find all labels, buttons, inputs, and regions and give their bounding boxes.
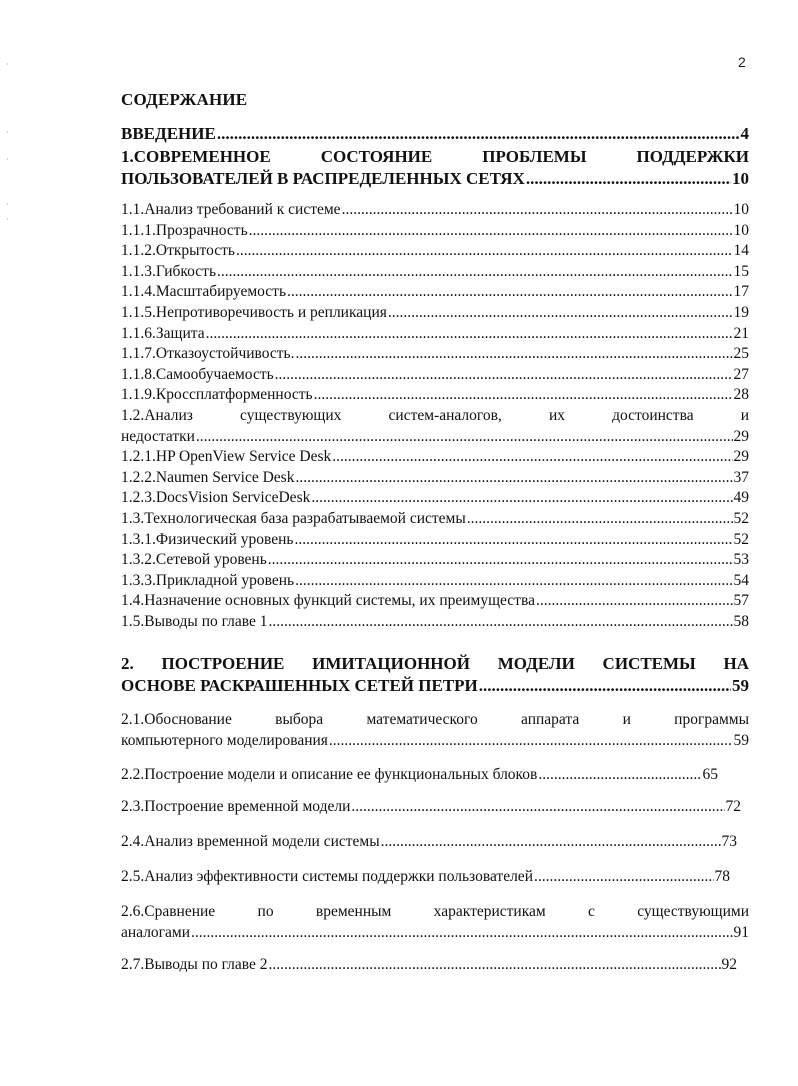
scan-mark: · [6, 200, 9, 209]
toc-entry [121, 955, 737, 976]
toc-entry-page: 52 [733, 530, 749, 548]
toc-entry-page: 28 [733, 386, 749, 404]
toc-leader [217, 262, 732, 283]
toc-entry-label: 1.1.Анализ требований к системе [121, 201, 341, 218]
toc-entry-page: 37 [733, 468, 749, 486]
toc-chapter1-items [121, 200, 749, 632]
toc-entry-2-1-line1: 2.1.Обоснование выбора математического аппарата и программы [121, 711, 749, 728]
toc-entry-page: 14 [733, 242, 749, 260]
toc-entry-page: 91 [733, 923, 749, 941]
scan-mark: · [6, 60, 9, 69]
toc-entry [121, 923, 749, 944]
toc-entry-page: 58 [733, 612, 749, 630]
scan-mark: · [6, 155, 9, 164]
toc-entry-2-1 [121, 710, 749, 751]
toc-entry-page: 54 [733, 571, 749, 589]
toc-entry [121, 468, 749, 489]
toc-leader [526, 168, 731, 190]
toc-entry-label: 1.2.3.DocsVision ServiceDesk [121, 489, 311, 507]
toc-entry-page: 49 [733, 489, 749, 507]
toc-entry-label: 2.5.Анализ эффективности системы поддержки пользователей [121, 868, 533, 885]
toc-entry-label: 1.1.8.Самообучаемость [121, 365, 274, 383]
scan-mark: · [6, 215, 9, 224]
toc-entry-page: 57 [733, 592, 749, 610]
toc-entry [121, 124, 749, 144]
toc-entry [121, 385, 749, 406]
toc-leader [295, 468, 732, 489]
toc-entry-page: 92 [721, 956, 737, 973]
toc-entry [121, 731, 749, 752]
toc-entry-label: 1.3.Технологическая база разрабатываемой системы [121, 509, 466, 527]
toc-entry [121, 344, 749, 365]
toc-entry-2-6-line1: 2.6.Сравнение по временным характеристикам с существующими [121, 903, 749, 920]
toc-entry [121, 530, 749, 551]
toc-leader [236, 241, 733, 262]
toc-leader [534, 867, 714, 888]
toc-entry-label: аналогами [121, 923, 191, 941]
toc-entry-page: 19 [733, 303, 749, 321]
toc-entry-page: 29 [733, 448, 749, 466]
toc-entry [121, 324, 749, 345]
toc-entry-label: 1.2.2.Naumen Service Desk [121, 468, 295, 486]
toc-leader [351, 797, 724, 818]
toc-entry-2-5 [121, 867, 730, 888]
toc-chapter1 [121, 146, 749, 190]
toc-entry-page: 15 [733, 262, 749, 280]
toc-entry [121, 591, 749, 612]
toc-entry-page: 52 [733, 509, 749, 527]
toc-entry-1-2-line1: 1.2.Анализ существующих систем-аналогов, их достоинства и [121, 406, 749, 424]
toc-leader [388, 303, 733, 324]
toc-entry-page: 4 [740, 124, 749, 143]
toc-entry-page: 65 [702, 766, 718, 783]
toc-leader [249, 221, 733, 242]
toc-entry-label: недостатки [121, 427, 195, 445]
toc-leader [342, 200, 733, 221]
toc-entry-page: 78 [714, 868, 730, 885]
toc-entry-label: 2.4.Анализ временной модели системы [121, 833, 380, 850]
toc-entry-label: 1.2.1.HP OpenView Service Desk [121, 448, 332, 466]
toc-entry [121, 241, 749, 262]
toc-entry-2-7 [121, 955, 737, 976]
toc-entry [121, 168, 749, 190]
toc-entry-label: ВВЕДЕНИЕ [121, 124, 216, 143]
toc-leader [206, 324, 733, 345]
page-number: 2 [738, 54, 746, 70]
toc-entry-label: 1.3.1.Физический уровень [121, 530, 294, 548]
toc-entry-2-4 [121, 832, 737, 853]
toc-leader [268, 550, 733, 571]
toc-intro [121, 124, 749, 144]
toc-entry [121, 571, 749, 592]
toc-leader [287, 282, 732, 303]
toc-entry [121, 427, 749, 448]
toc-entry-page: 29 [733, 427, 749, 445]
toc-leader [329, 731, 733, 752]
toc-entry-page: 59 [733, 731, 749, 749]
toc-leader [479, 675, 731, 697]
toc-leader [332, 447, 732, 468]
toc-heading: СОДЕРЖАНИЕ [121, 90, 248, 109]
toc-entry-label: 1.3.3.Прикладной уровень [121, 571, 295, 589]
toc-entry-page: 10 [732, 169, 749, 188]
toc-entry-page: 25 [733, 345, 749, 363]
toc-entry [121, 303, 749, 324]
toc-entry-label: 1.1.9.Кроссплатформенность [121, 386, 313, 404]
toc-entry-page: 27 [733, 365, 749, 383]
toc-leader [314, 385, 733, 406]
toc-entry-page: 53 [733, 551, 749, 569]
toc-entry-page: 73 [721, 833, 737, 850]
toc-entry-label: 1.1.3.Гибкость [121, 262, 217, 280]
toc-leader [196, 427, 733, 448]
toc-entry-page: 10 [733, 201, 749, 218]
toc-entry-label: 1.4.Назначение основных функций системы, их преимущества [121, 592, 535, 610]
toc-leader [295, 530, 733, 551]
toc-leader [538, 765, 701, 786]
toc-entry [121, 675, 749, 697]
toc-chapter2 [121, 653, 749, 697]
toc-entry-label: 1.1.1.Прозрачность [121, 221, 248, 239]
toc-entry-page: 17 [733, 283, 749, 301]
toc-entry-label: 1.1.5.Непротиворечивость и репликация [121, 303, 387, 321]
toc-entry-page: 59 [732, 676, 749, 695]
toc-entry [121, 262, 749, 283]
toc-leader [275, 365, 733, 386]
toc-entry [121, 221, 749, 242]
toc-entry-2-3 [121, 797, 741, 818]
toc-entry-label: 2.2.Построение модели и описание ее функциональных блоков [121, 766, 538, 783]
chapter1-title-line1: 1.СОВРЕМЕННОЕ СОСТОЯНИЕ ПРОБЛЕМЫ ПОДДЕРЖКИ [121, 147, 749, 166]
toc-entry [121, 365, 749, 386]
toc-leader [295, 571, 732, 592]
toc-entry-label: 2.3.Построение временной модели [121, 798, 351, 815]
toc-leader [191, 923, 732, 944]
toc-entry [121, 447, 749, 468]
toc-entry [121, 765, 718, 786]
toc-leader [311, 488, 732, 509]
toc-leader [296, 344, 733, 365]
toc-entry-label: 2.7.Выводы по главе 2 [121, 956, 268, 973]
toc-entry [121, 200, 749, 221]
toc-entry-2-6 [121, 902, 749, 943]
toc-entry-label: 1.3.2.Сетевой уровень [121, 551, 267, 569]
toc-entry [121, 509, 749, 530]
toc-leader [269, 955, 721, 976]
toc-leader [217, 124, 740, 144]
toc-entry [121, 282, 749, 303]
toc-leader [381, 832, 721, 853]
toc-entry-label: 1.1.2.Открытость [121, 242, 235, 260]
toc-entry [121, 488, 749, 509]
toc-entry-label: компьютерного моделирования [121, 731, 328, 749]
toc-entry [121, 612, 749, 633]
toc-entry [121, 867, 730, 888]
toc-entry-page: 72 [725, 798, 741, 815]
toc-leader [536, 591, 733, 612]
toc-leader [269, 612, 733, 633]
scan-mark: · [6, 128, 9, 137]
toc-leader [467, 509, 733, 530]
toc-entry-label: 1.5.Выводы по главе 1 [121, 612, 268, 630]
chapter2-title-line1: 2. ПОСТРОЕНИЕ ИМИТАЦИОННОЙ МОДЕЛИ СИСТЕМЫ НА [121, 654, 749, 673]
toc-entry [121, 797, 741, 818]
chapter2-title-line2: ОСНОВЕ РАСКРАШЕННЫХ СЕТЕЙ ПЕТРИ [121, 676, 478, 695]
toc-entry [121, 832, 737, 853]
toc-entry-label: 1.1.7.Отказоустойчивость. [121, 345, 295, 363]
toc-entry-label: 1.1.4.Масштабируемость [121, 283, 287, 301]
toc-entry-page: 21 [733, 324, 749, 342]
toc-entry [121, 550, 749, 571]
toc-entry-page: 10 [733, 221, 749, 239]
toc-entry-2-2 [121, 765, 718, 786]
toc-entry-label: 1.1.6.Защита [121, 324, 205, 342]
chapter1-title-line2: ПОЛЬЗОВАТЕЛЕЙ В РАСПРЕДЕЛЕННЫХ СЕТЯХ [121, 169, 525, 188]
